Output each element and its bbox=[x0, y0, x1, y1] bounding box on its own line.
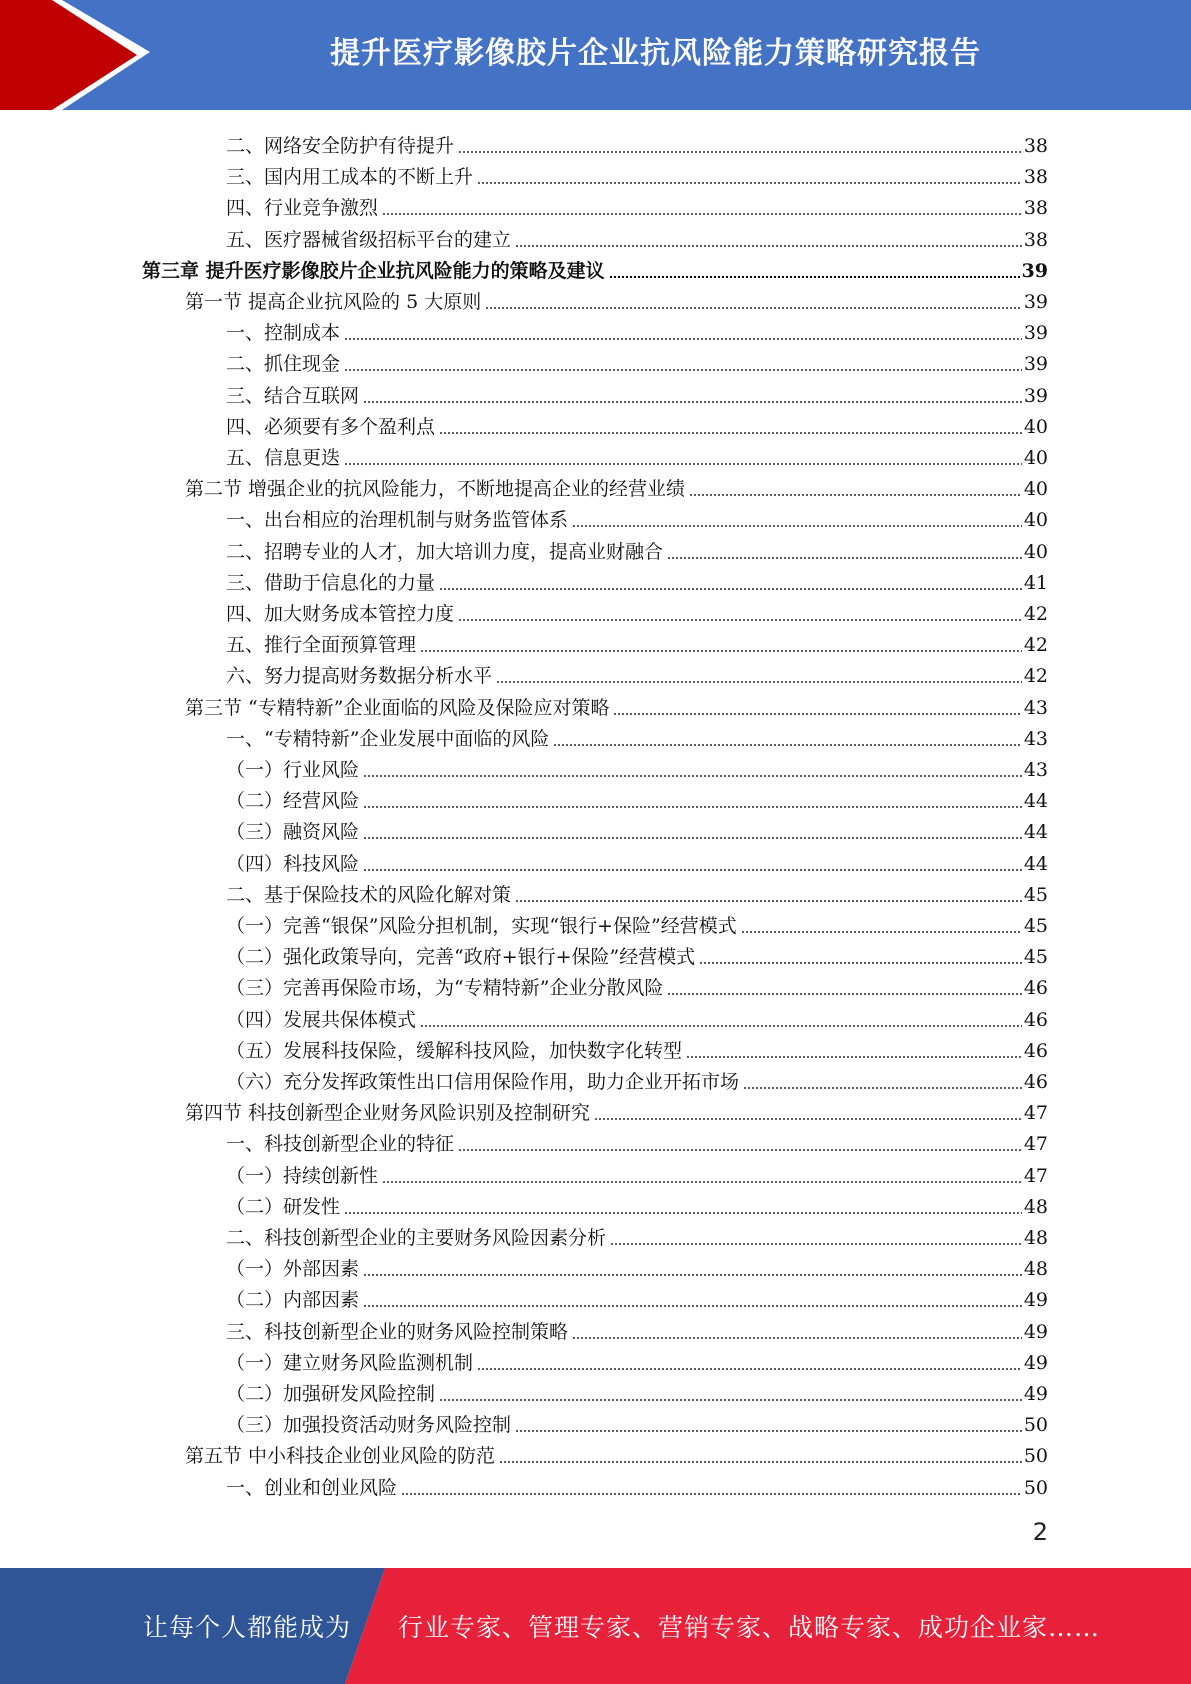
toc-entry-label: （二）研发性 bbox=[226, 1195, 341, 1218]
toc-entry-label: （二）强化政策导向，完善“政府+银行+保险”经营模式 bbox=[226, 946, 696, 969]
toc-entry-page: 49 bbox=[1023, 1320, 1048, 1343]
toc-entry-page: 39 bbox=[1023, 353, 1048, 376]
toc-entry-page: 40 bbox=[1023, 509, 1048, 532]
toc-entry-label: 四、行业竞争激烈 bbox=[226, 197, 379, 220]
toc-dot-leader bbox=[477, 182, 1022, 184]
toc-dot-leader bbox=[572, 1337, 1022, 1339]
toc-dot-leader bbox=[667, 557, 1022, 559]
toc-entry[interactable] bbox=[0, 470, 1048, 501]
page-number: 2 bbox=[1032, 1518, 1048, 1546]
toc-entry[interactable] bbox=[0, 564, 1048, 595]
toc-entry-label: （一）建立财务风险监测机制 bbox=[226, 1351, 474, 1374]
toc-entry-label: 第三节 “专精特新”企业面临的风险及保险应对策略 bbox=[185, 696, 610, 719]
toc-entry[interactable] bbox=[0, 439, 1048, 470]
toc-entry-page: 48 bbox=[1023, 1195, 1048, 1218]
toc-entry[interactable] bbox=[0, 1375, 1048, 1406]
toc-dot-leader bbox=[363, 837, 1022, 839]
toc-entry-page: 39 bbox=[1023, 322, 1048, 345]
toc-entry-label: 一、出台相应的治理机制与财务监管体系 bbox=[226, 509, 569, 532]
toc-entry-page: 49 bbox=[1023, 1351, 1048, 1374]
toc-entry-label: （一）外部因素 bbox=[226, 1258, 360, 1281]
toc-entry-page: 50 bbox=[1023, 1445, 1048, 1468]
toc-entry-label: （三）完善再保险市场，为“专精特新”企业分散风险 bbox=[226, 977, 664, 1000]
toc-entry[interactable] bbox=[0, 127, 1048, 158]
toc-dot-leader bbox=[689, 494, 1022, 496]
toc-entry-page: 46 bbox=[1023, 1008, 1048, 1031]
toc-dot-leader bbox=[485, 307, 1022, 309]
toc-dot-leader bbox=[344, 338, 1022, 340]
toc-entry[interactable] bbox=[0, 1469, 1048, 1500]
toc-entry-page: 42 bbox=[1023, 665, 1048, 688]
toc-entry-label: 二、基于保险技术的风险化解对策 bbox=[226, 883, 512, 906]
toc-entry-page: 48 bbox=[1023, 1227, 1048, 1249]
toc-entry-label: （三）加强投资活动财务风险控制 bbox=[226, 1414, 512, 1437]
toc-entry[interactable] bbox=[0, 813, 1048, 844]
toc-dot-leader bbox=[572, 525, 1022, 527]
toc-entry-label: 三、借助于信息化的力量 bbox=[226, 571, 436, 594]
toc-entry-page: 45 bbox=[1023, 946, 1048, 969]
toc-entry-label: （一）行业风险 bbox=[226, 759, 360, 781]
toc-entry[interactable] bbox=[0, 595, 1048, 626]
toc-entry[interactable] bbox=[0, 1219, 1048, 1250]
toc-entry[interactable] bbox=[0, 657, 1048, 688]
toc-entry-page: 48 bbox=[1023, 1258, 1048, 1281]
toc-entry-label: （四）科技风险 bbox=[226, 852, 360, 875]
toc-entry-page: 46 bbox=[1023, 977, 1048, 1000]
toc-entry[interactable] bbox=[0, 1188, 1048, 1219]
toc-entry-label: （六）充分发挥政策性出口信用保险作用，助力企业开拓市场 bbox=[226, 1071, 740, 1093]
toc-dot-leader bbox=[496, 681, 1022, 683]
toc-entry-label: 一、“专精特新”企业发展中面临的风险 bbox=[226, 727, 550, 750]
toc-entry[interactable] bbox=[0, 876, 1048, 907]
toc-entry-label: 二、科技创新型企业的主要财务风险因素分析 bbox=[226, 1227, 607, 1249]
toc-entry[interactable] bbox=[0, 1094, 1048, 1125]
toc-entry[interactable] bbox=[0, 408, 1048, 439]
toc-entry-page: 40 bbox=[1023, 415, 1048, 438]
toc-entry-page: 43 bbox=[1023, 759, 1048, 781]
toc-entry[interactable] bbox=[0, 689, 1048, 720]
toc-entry-label: 二、网络安全防护有待提升 bbox=[226, 135, 455, 157]
toc-entry[interactable] bbox=[0, 1157, 1048, 1188]
toc-entry-page: 39 bbox=[1023, 291, 1048, 313]
toc-entry-label: 第二节 增强企业的抗风险能力，不断地提高企业的经营业绩 bbox=[185, 478, 686, 501]
toc-entry[interactable] bbox=[0, 345, 1048, 376]
toc-entry[interactable] bbox=[0, 1406, 1048, 1437]
toc-entry[interactable] bbox=[0, 283, 1048, 314]
toc-entry[interactable] bbox=[0, 1281, 1048, 1312]
toc-entry-page: 47 bbox=[1023, 1133, 1048, 1156]
toc-entry-page: 42 bbox=[1023, 603, 1048, 625]
toc-entry-page: 50 bbox=[1023, 1476, 1048, 1499]
toc-dot-leader bbox=[363, 1305, 1022, 1307]
report-title: 提升医疗影像胶片企业抗风险能力策略研究报告 bbox=[330, 36, 981, 71]
toc-entry-page: 43 bbox=[1023, 727, 1048, 750]
toc-entry-page: 40 bbox=[1023, 447, 1048, 469]
toc-entry-label: （二）内部因素 bbox=[226, 1289, 360, 1312]
toc-entry-page: 44 bbox=[1023, 852, 1048, 875]
toc-entry-label: 第四节 科技创新型企业财务风险识别及控制研究 bbox=[185, 1102, 591, 1125]
toc-entry-label: （四）发展共保体模式 bbox=[226, 1008, 417, 1031]
toc-entry-page: 49 bbox=[1023, 1383, 1048, 1405]
toc-entry-page: 40 bbox=[1023, 478, 1048, 501]
toc-entry[interactable] bbox=[0, 969, 1048, 1000]
toc-entry-label: 第三章 提升医疗影像胶片企业抗风险能力的策略及建议 bbox=[142, 259, 605, 282]
toc-dot-leader bbox=[610, 1243, 1022, 1245]
toc-entry-page: 47 bbox=[1023, 1164, 1048, 1187]
toc-dot-leader bbox=[344, 463, 1022, 465]
toc-entry-page: 46 bbox=[1023, 1039, 1048, 1062]
toc-dot-leader bbox=[344, 1212, 1022, 1214]
toc-entry-label: 四、必须要有多个盈利点 bbox=[226, 415, 436, 438]
toc-entry[interactable] bbox=[0, 626, 1048, 657]
toc-entry-page: 45 bbox=[1023, 883, 1048, 906]
toc-dot-leader bbox=[499, 1461, 1022, 1463]
toc-entry-label: 二、抓住现金 bbox=[226, 353, 341, 376]
toc-entry-page: 38 bbox=[1023, 197, 1048, 220]
toc-entry-label: 五、信息更迭 bbox=[226, 447, 341, 469]
toc-entry-label: 三、国内用工成本的不断上升 bbox=[226, 166, 474, 189]
toc-entry-page: 38 bbox=[1023, 228, 1048, 251]
toc-entry[interactable] bbox=[0, 938, 1048, 969]
toc-entry[interactable] bbox=[0, 501, 1048, 532]
toc-entry[interactable] bbox=[0, 533, 1048, 564]
toc-entry[interactable] bbox=[0, 1063, 1048, 1094]
toc-entry[interactable] bbox=[0, 1250, 1048, 1281]
toc-dot-leader bbox=[613, 713, 1021, 715]
toc-entry-page: 47 bbox=[1023, 1102, 1048, 1125]
toc-entry-label: 一、创业和创业风险 bbox=[226, 1476, 398, 1499]
toc-entry-page: 45 bbox=[1023, 915, 1048, 937]
toc-entry[interactable] bbox=[0, 1313, 1048, 1344]
toc-entry[interactable] bbox=[0, 314, 1048, 345]
toc-entry[interactable] bbox=[0, 1001, 1048, 1032]
header-arrow-icon bbox=[0, 0, 160, 110]
toc-entry[interactable] bbox=[0, 158, 1048, 189]
toc-entry-label: 四、加大财务成本管控力度 bbox=[226, 603, 455, 625]
toc-entry-page: 44 bbox=[1023, 821, 1048, 844]
footer-slogan-left: 让每个人都能成为 bbox=[143, 1613, 352, 1642]
toc-entry-page: 41 bbox=[1023, 571, 1048, 594]
toc-dot-leader bbox=[515, 1430, 1022, 1432]
toc-entry-page: 42 bbox=[1023, 634, 1048, 657]
toc-entry-label: 一、控制成本 bbox=[226, 322, 341, 345]
toc-entry-page: 43 bbox=[1023, 696, 1048, 719]
toc-entry[interactable] bbox=[0, 907, 1048, 938]
toc-entry[interactable] bbox=[0, 720, 1048, 751]
page-footer bbox=[0, 1568, 1191, 1684]
toc-dot-leader bbox=[382, 213, 1022, 215]
toc-entry-label: 三、结合互联网 bbox=[226, 384, 360, 407]
toc-dot-leader bbox=[439, 432, 1022, 434]
toc-dot-leader bbox=[420, 650, 1022, 652]
toc-dot-leader bbox=[439, 1399, 1022, 1401]
toc-entry[interactable] bbox=[0, 221, 1048, 252]
toc-entry-label: 六、努力提高财务数据分析水平 bbox=[226, 665, 493, 688]
toc-entry-page: 39 bbox=[1023, 384, 1048, 407]
toc-entry-label: 第五节 中小科技企业创业风险的防范 bbox=[185, 1445, 496, 1468]
toc-dot-leader bbox=[699, 962, 1022, 964]
toc-entry[interactable] bbox=[0, 751, 1048, 782]
toc-dot-leader bbox=[609, 276, 1020, 278]
toc-entry[interactable] bbox=[0, 1437, 1048, 1468]
toc-dot-leader bbox=[515, 245, 1022, 247]
toc-entry-label: 第一节 提高企业抗风险的 5 大原则 bbox=[185, 291, 482, 313]
toc-entry[interactable] bbox=[0, 782, 1048, 813]
toc-entry-label: （二）加强研发风险控制 bbox=[226, 1383, 436, 1405]
toc-entry[interactable] bbox=[0, 189, 1048, 220]
toc-dot-leader bbox=[741, 931, 1022, 933]
footer-slogan-right: 行业专家、管理专家、营销专家、战略专家、成功企业家…… bbox=[398, 1613, 1101, 1642]
toc-dot-leader bbox=[401, 1493, 1022, 1495]
toc-dot-leader bbox=[363, 1274, 1022, 1276]
toc-entry-label: 一、科技创新型企业的特征 bbox=[226, 1133, 455, 1156]
toc-dot-leader bbox=[363, 806, 1022, 808]
toc-dot-leader bbox=[477, 1368, 1022, 1370]
toc-entry-label: 五、推行全面预算管理 bbox=[226, 634, 417, 657]
toc-dot-leader bbox=[553, 744, 1021, 746]
toc-entry[interactable] bbox=[0, 845, 1048, 876]
toc-dot-leader bbox=[458, 151, 1022, 153]
toc-dot-leader bbox=[594, 1118, 1022, 1120]
toc-dot-leader bbox=[363, 401, 1022, 403]
toc-entry-label: （一）完善“银保”风险分担机制，实现“银行+保险”经营模式 bbox=[226, 915, 737, 937]
toc-entry[interactable] bbox=[0, 1125, 1048, 1156]
toc-dot-leader bbox=[420, 1025, 1022, 1027]
toc-entry[interactable] bbox=[0, 1344, 1048, 1375]
toc-entry-label: （一）持续创新性 bbox=[226, 1164, 379, 1187]
toc-entry-label: （三）融资风险 bbox=[226, 821, 360, 844]
toc-entry-page: 44 bbox=[1023, 790, 1048, 813]
toc-dot-leader bbox=[458, 1149, 1022, 1151]
toc-entry[interactable] bbox=[0, 1032, 1048, 1063]
toc-dot-leader bbox=[344, 369, 1022, 371]
toc-entry-page: 46 bbox=[1023, 1071, 1048, 1093]
toc-entry-page: 38 bbox=[1023, 135, 1048, 157]
toc-dot-leader bbox=[458, 619, 1022, 621]
toc-entry-label: （五）发展科技保险，缓解科技风险，加快数字化转型 bbox=[226, 1039, 683, 1062]
toc-dot-leader bbox=[686, 1056, 1022, 1058]
toc-entry-label: （二）经营风险 bbox=[226, 790, 360, 813]
toc-entry-page: 49 bbox=[1023, 1289, 1048, 1312]
toc-entry[interactable] bbox=[0, 252, 1048, 283]
toc-entry-page: 50 bbox=[1023, 1414, 1048, 1437]
toc-dot-leader bbox=[382, 1181, 1022, 1183]
toc-dot-leader bbox=[439, 588, 1022, 590]
toc-entry-page: 40 bbox=[1023, 540, 1048, 563]
toc-dot-leader bbox=[363, 869, 1022, 871]
page-header bbox=[0, 0, 1191, 110]
toc-entry-page: 39 bbox=[1021, 259, 1048, 282]
toc-entry[interactable] bbox=[0, 377, 1048, 408]
toc-entry-label: 二、招聘专业的人才，加大培训力度，提高业财融合 bbox=[226, 540, 664, 563]
toc-entry-page: 38 bbox=[1023, 166, 1048, 189]
toc-dot-leader bbox=[743, 1087, 1022, 1089]
toc-entry-label: 三、科技创新型企业的财务风险控制策略 bbox=[226, 1320, 569, 1343]
toc-entry-label: 五、医疗器械省级招标平台的建立 bbox=[226, 228, 512, 251]
toc-dot-leader bbox=[667, 993, 1021, 995]
toc-dot-leader bbox=[363, 775, 1022, 777]
toc-dot-leader bbox=[515, 900, 1022, 902]
